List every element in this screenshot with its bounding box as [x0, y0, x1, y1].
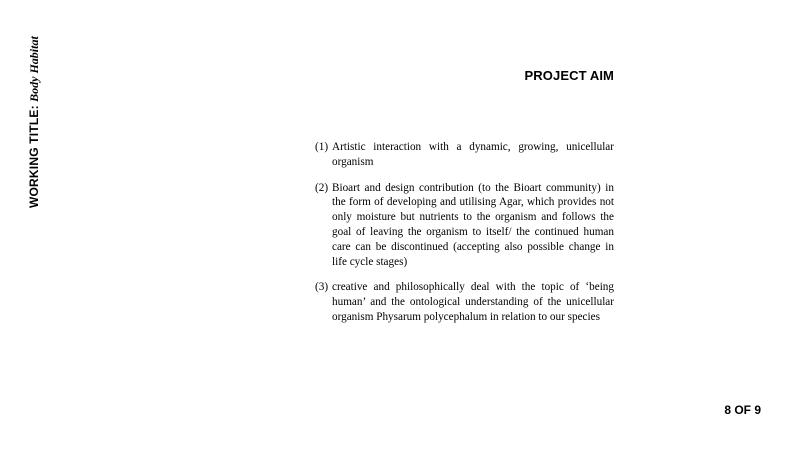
list-item — [315, 181, 614, 270]
list-item — [315, 140, 614, 170]
working-title-value: Body Habitat — [27, 36, 41, 102]
list-item-number: (2) — [315, 181, 329, 194]
list-item-text: Artistic interaction with a dynamic, growing, unicellular organism — [332, 141, 614, 168]
working-title-label: WORKING TITLE: — [27, 105, 41, 208]
list-item-text: Bioart and design contribution (to the Bioart community) in the form of developing and utilising Agar, which provides not only moisture but nutrients to the organism and follows the goal of leaving the organism to itself/ the continued human care can be discontinued (accepting also possible change in life cycle stages) — [332, 181, 614, 268]
list-item-number: (1) — [315, 141, 329, 153]
list-item-number: (3) — [315, 281, 329, 294]
aims-list — [315, 140, 614, 336]
page-title: PROJECT AIM — [524, 68, 614, 83]
list-item — [315, 280, 614, 324]
working-title — [27, 36, 41, 208]
page-number: 8 OF 9 — [724, 403, 761, 417]
list-item-text: creative and philosophically deal with the topic of ‘being human’ and the ontological understanding of the unicellular organism Physarum polycephalum in relation to our species — [332, 281, 614, 323]
